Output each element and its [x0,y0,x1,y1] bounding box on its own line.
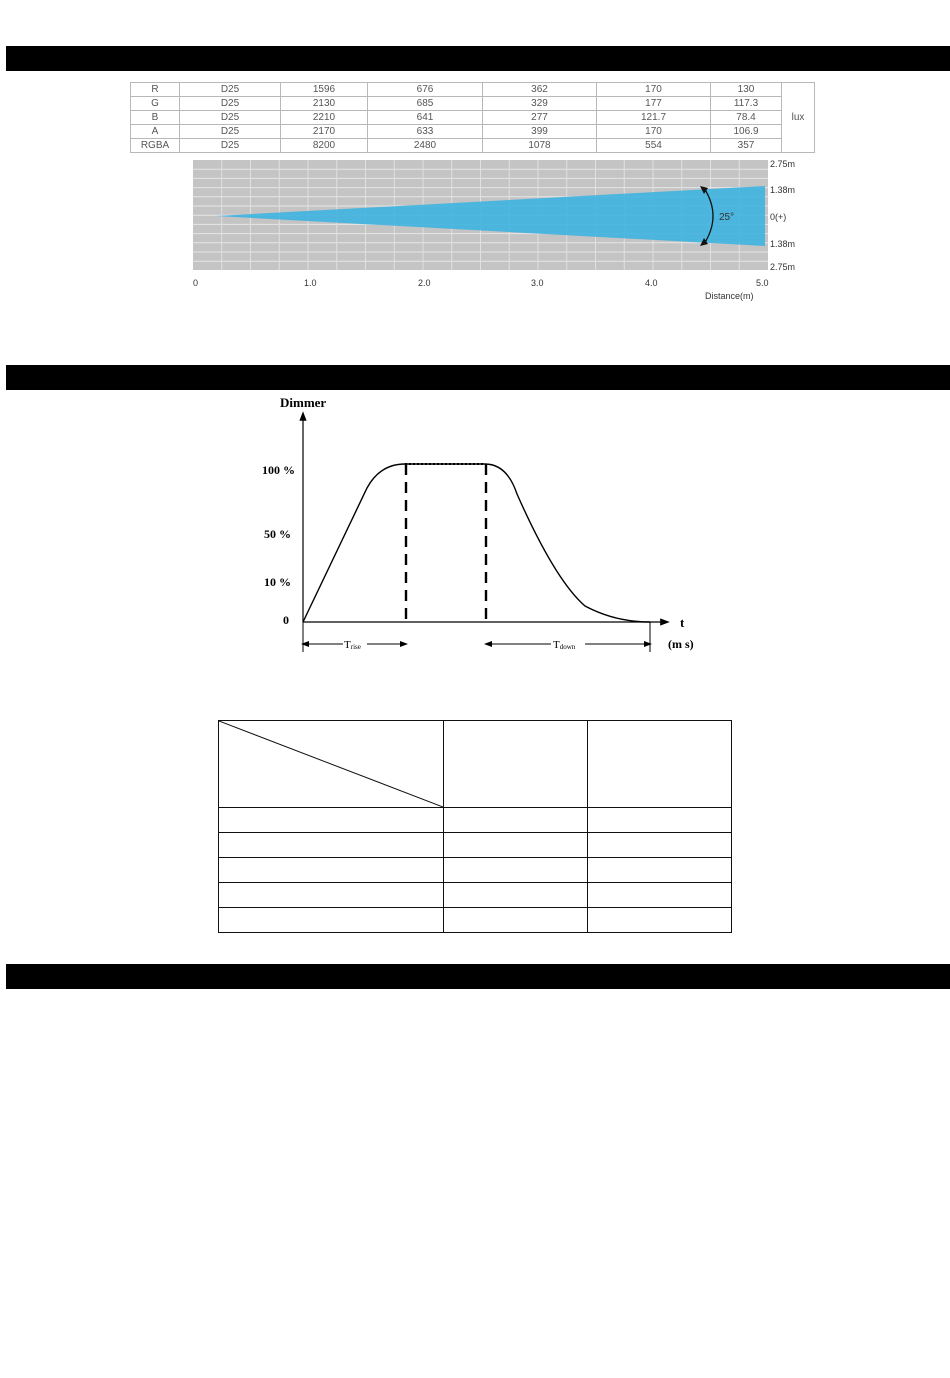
unit-cell: lux [782,83,815,153]
lux-value-cell: 399 [483,125,597,139]
table-row [131,139,815,153]
table-row [131,83,815,97]
lux-value-cell: 130 [711,83,782,97]
x-axis-unit: (m s) [668,637,694,651]
dimmer-curve [303,464,650,622]
beam-right-label: 2.75m [770,262,796,272]
lux-value-cell: 685 [368,97,483,111]
diagonal-line [219,721,443,807]
lux-value-cell: 1596 [281,83,368,97]
section-header-bar [6,964,950,989]
table-row [131,125,815,139]
beam-cell: D25 [180,97,281,111]
color-cell: G [131,97,180,111]
lux-value-cell: 329 [483,97,597,111]
beam-angle-diagram [190,158,810,304]
beam-x-tick: 5.0 [756,278,769,288]
lux-value-cell: 177 [597,97,711,111]
beam-cell: D25 [180,111,281,125]
lux-value-cell: 8200 [281,139,368,153]
lux-value-cell: 117.3 [711,97,782,111]
y-tick-100: 100 % [262,463,295,477]
x-axis-label: t [680,615,685,630]
beam-right-label: 1.38m [770,185,796,195]
lux-value-cell: 2210 [281,111,368,125]
section-header-bar [6,46,950,71]
beam-x-tick: 0 [193,278,199,288]
lux-value-cell: 78.4 [711,111,782,125]
lux-value-cell: 277 [483,111,597,125]
beam-right-label: 0(+) [770,212,787,222]
table-row [219,858,732,883]
dimmer-curve-chart [255,390,705,660]
t-down-label: Tdown [553,639,576,651]
color-cell: R [131,83,180,97]
beam-x-tick: 2.0 [418,278,431,288]
lux-value-cell: 121.7 [597,111,711,125]
y-tick-0: 0 [283,613,289,627]
lux-value-cell: 106.9 [711,125,782,139]
table-row [131,111,815,125]
t-rise-label: Trise [344,639,361,651]
lux-value-cell: 1078 [483,139,597,153]
color-cell: B [131,111,180,125]
beam-x-tick: 4.0 [645,278,658,288]
beam-right-label: 2.75m [770,159,796,169]
beam-angle-label: 25° [719,212,735,223]
lux-value-cell: 2170 [281,125,368,139]
lux-value-cell: 641 [368,111,483,125]
y-tick-10: 10 % [264,575,291,589]
beam-x-axis-label: Distance(m) [705,291,754,301]
table-header-diagonal-cell [219,721,444,808]
beam-cell: D25 [180,125,281,139]
lux-value-cell: 2480 [368,139,483,153]
table-header-cell [588,721,732,808]
lux-value-cell: 357 [711,139,782,153]
beam-cell: D25 [180,83,281,97]
lux-value-cell: 554 [597,139,711,153]
section-header-bar [6,365,950,390]
beam-x-tick: 1.0 [304,278,317,288]
beam-right-label: 1.38m [770,239,796,249]
lux-value-cell: 2130 [281,97,368,111]
lux-value-cell: 362 [483,83,597,97]
lux-value-cell: 170 [597,83,711,97]
lux-table [130,82,815,153]
timing-table [218,720,732,933]
table-row [131,97,815,111]
color-cell: RGBA [131,139,180,153]
beam-x-tick: 3.0 [531,278,544,288]
table-row [219,808,732,833]
y-axis-label: Dimmer [280,395,327,410]
table-row [219,833,732,858]
table-header-cell [444,721,588,808]
lux-value-cell: 676 [368,83,483,97]
beam-cell: D25 [180,139,281,153]
y-tick-50: 50 % [264,527,291,541]
lux-value-cell: 633 [368,125,483,139]
color-cell: A [131,125,180,139]
table-row [219,883,732,908]
lux-value-cell: 170 [597,125,711,139]
table-row [219,908,732,933]
